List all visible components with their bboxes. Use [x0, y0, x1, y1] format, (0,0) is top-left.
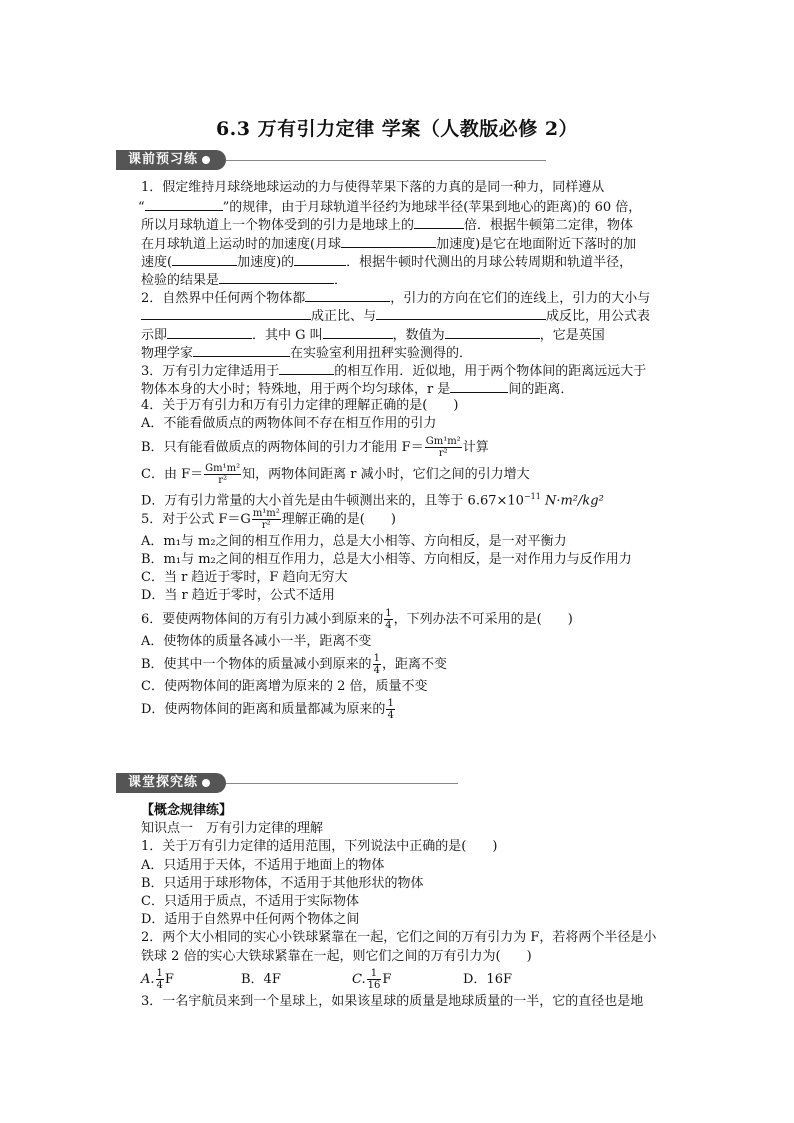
q6-option-d[interactable] — [141, 696, 681, 723]
q1-line — [141, 179, 681, 197]
bullet-dot-icon — [202, 779, 210, 787]
section-rule — [226, 783, 458, 784]
text: 在月球轨道上运动时的加速度(月球 — [141, 236, 342, 252]
q4-option-b[interactable] — [141, 434, 681, 461]
text: B．使其中一个物体的质量减小到原来的 — [141, 656, 372, 672]
q5-option-b[interactable]: B．m₁与 m₂之间的相互作用力，总是大小相等、方向相反，是一对作用力与反作用力 — [141, 552, 632, 567]
e1-stem: 1．关于万有引力定律的适用范围，下列说法中正确的是( ) — [141, 839, 498, 855]
text: ．根据牛顿时代测出的月球公转周期和轨道半径， — [346, 254, 633, 270]
numerator: Gm¹m² — [205, 462, 241, 474]
fill-blank[interactable] — [141, 306, 311, 320]
q3-line — [141, 361, 681, 379]
text: C. — [352, 971, 366, 987]
page-title: 6.3 万有引力定律 学案（人教版必修 2） — [215, 118, 579, 140]
q2-line — [141, 288, 681, 306]
text: 间的距离． — [508, 382, 574, 398]
fill-blank[interactable] — [193, 343, 290, 357]
text: A. — [141, 971, 155, 987]
text: C．由 F＝ — [141, 466, 204, 482]
e1-option-c[interactable]: C．只适用于质点，不适用于实际物体 — [141, 893, 359, 909]
q6-stem — [141, 606, 681, 633]
text: ，数值为 — [392, 327, 445, 343]
section-rule — [226, 160, 546, 161]
denominator: 4 — [156, 979, 163, 991]
text: 5．对于公式 F＝G — [141, 511, 251, 527]
text: ．其中 G 叫 — [252, 327, 323, 343]
q4-option-a[interactable]: A．不能看做质点的两物体间不存在相互作用的引力 — [141, 416, 437, 432]
fill-blank[interactable] — [341, 234, 436, 248]
fill-blank[interactable] — [445, 325, 540, 339]
section-badge — [116, 150, 226, 170]
numerator: Gm¹m² — [425, 435, 461, 447]
numerator: 1 — [387, 697, 394, 709]
text: ，它是英国 — [539, 327, 605, 343]
q1-line — [141, 234, 681, 252]
text: ． — [334, 272, 348, 288]
q3-line — [141, 379, 681, 397]
section-title: 课堂探究练 — [128, 775, 199, 790]
text: 速度( — [141, 254, 173, 270]
text: 知，两物体间距离 r 减小时，它们之间的引力增大 — [242, 466, 530, 482]
q1-line — [141, 215, 681, 233]
text: 成反比，用公式表 — [546, 309, 651, 325]
q5-option-c[interactable]: C．当 r 趋近于零时，F 趋向无穷大 — [141, 570, 348, 586]
q4-stem: 4．关于万有引力和万有引力定律的理解正确的是( ) — [141, 398, 459, 414]
section-badge — [116, 773, 226, 793]
e2-option-b[interactable]: B．4F — [241, 971, 281, 987]
numerator: 1 — [156, 967, 163, 979]
fill-blank[interactable] — [219, 270, 334, 284]
text: ，距离不变 — [381, 656, 447, 672]
e2-options — [141, 966, 681, 993]
text: 物理学家 — [141, 345, 194, 361]
denominator: 4 — [387, 709, 394, 721]
text: 3．万有引力定律适用于 — [141, 363, 280, 379]
text: ，引力的方向在它们的连线上，引力的大小与 — [390, 291, 651, 307]
exponent: −11 — [523, 491, 541, 501]
bullet-dot-icon — [202, 156, 210, 164]
fraction — [386, 698, 394, 721]
fill-blank[interactable] — [172, 252, 237, 266]
text: 理解正确的是( ) — [281, 511, 396, 527]
denominator: r² — [261, 519, 271, 531]
fill-blank[interactable] — [294, 252, 346, 266]
section-title: 课前预习练 — [128, 152, 199, 167]
q5-stem — [141, 506, 681, 533]
text: 加速度)的 — [237, 254, 295, 270]
e2-line: 2．两个大小相同的实心小铁球紧靠在一起，它们之间的万有引力为 F，若将两个半径是小 — [141, 930, 657, 946]
q6-option-c[interactable]: C．使两物体间的距离增为原来的 2 倍，质量不变 — [141, 678, 428, 694]
numerator: 1 — [373, 652, 380, 664]
text: “ — [138, 200, 145, 216]
text: D．使两物体间的距离和质量都减为原来的 — [141, 701, 386, 717]
text: 6．要使两物体间的万有引力减小到原来的 — [141, 611, 384, 627]
text: F — [382, 971, 392, 987]
knowledge-point: 知识点一 万有引力定律的理解 — [141, 821, 324, 837]
text: D．万有引力常量的大小首先是由牛顿测出来的，且等于 6.67×10 — [141, 492, 524, 508]
fraction — [384, 608, 392, 631]
q1-line — [141, 270, 681, 288]
explore-content — [141, 802, 681, 1011]
q4-option-d[interactable] — [141, 488, 681, 506]
fill-blank[interactable] — [323, 325, 393, 339]
fill-blank[interactable] — [305, 288, 390, 302]
numerator: 1 — [385, 607, 392, 619]
e2-option-c[interactable] — [352, 966, 391, 993]
fill-blank[interactable] — [279, 361, 334, 375]
fraction — [252, 508, 281, 531]
text: 在实验室利用扭秤实验测得的． — [290, 345, 473, 361]
text: F — [164, 971, 174, 987]
q2-line — [141, 343, 681, 361]
text: 倍．根据牛顿第二定律，物体 — [464, 218, 634, 234]
subsection-heading: 【概念规律练】 — [141, 803, 233, 818]
fraction — [156, 968, 164, 991]
e2-option-d[interactable]: D．16F — [463, 971, 512, 987]
text: 1．假定维持月球绕地球运动的力与使得苹果下落的力真的是同一种力，同样遵从 — [141, 180, 605, 195]
text: 2．自然界中任何两个物体都 — [141, 291, 306, 307]
fill-blank[interactable] — [376, 306, 546, 320]
text: 所以月球轨道上一个物体受到的引力是地球上的 — [141, 218, 415, 234]
fraction — [367, 968, 382, 991]
q6-option-a[interactable]: A．使物体的质量各减小一半，距离不变 — [141, 633, 372, 649]
text: ，下列办法不可采用的是( ) — [393, 611, 573, 627]
fill-blank[interactable] — [450, 379, 508, 393]
denominator: 4 — [385, 619, 392, 631]
fill-blank[interactable] — [145, 197, 223, 211]
fraction — [373, 653, 381, 676]
q6-option-b[interactable] — [141, 651, 681, 678]
e1-option-d[interactable]: D．适用于自然界中任何两个物体之间 — [141, 912, 360, 928]
q2-line — [141, 306, 681, 324]
text: 计算 — [462, 439, 489, 455]
denominator: 16 — [367, 979, 381, 991]
preview-content — [138, 179, 681, 723]
fill-blank[interactable] — [414, 215, 464, 229]
denominator: 4 — [373, 664, 380, 676]
q1-line — [141, 252, 681, 270]
text: 加速度)是它在地面附近下落时的加 — [436, 236, 637, 252]
text: 成正比、与 — [311, 309, 377, 325]
q5-option-a[interactable]: A．m₁与 m₂之间的相互作用力，总是大小相等、方向相反，是一对平衡力 — [141, 533, 567, 549]
e2-line: 铁球 2 倍的实心大铁球紧靠在一起，则它们之间的万有引力为( ) — [141, 948, 532, 964]
text: ”的规律，由于月球轨道半径约为地球半径(苹果到地心的距离)的 60 倍， — [222, 200, 642, 216]
e2-option-a[interactable] — [141, 966, 174, 993]
numerator: m¹m² — [252, 507, 280, 519]
q2-line — [141, 325, 681, 343]
fraction — [425, 436, 462, 459]
numerator: 1 — [367, 968, 382, 980]
q5-option-d[interactable]: D．当 r 趋近于零时，公式不适用 — [141, 588, 335, 604]
text: 的相互作用．近似地，用于两个物体间的距离远远大于 — [334, 363, 647, 379]
text: B．只有能看做质点的两物体间的引力才能用 F＝ — [141, 439, 424, 455]
fill-blank[interactable] — [167, 325, 252, 339]
fraction — [204, 463, 241, 486]
q4-option-c[interactable] — [141, 461, 681, 488]
text: 检验的结果是 — [141, 272, 220, 288]
e3-line: 3．一名宇航员来到一个星球上，如果该星球的质量是地球质量的一半，它的直径也是地 — [141, 993, 644, 1009]
e1-option-a[interactable]: A．只适用于天体，不适用于地面上的物体 — [141, 857, 385, 873]
e1-option-b[interactable]: B．只适用于球形物体，不适用于其他形状的物体 — [141, 875, 424, 891]
denominator: r² — [438, 447, 448, 459]
text: 物体本身的大小时；特殊地，用于两个均匀球体，r 是 — [141, 382, 451, 398]
denominator: r² — [218, 474, 227, 486]
unit: N·m²/kg² — [540, 492, 604, 508]
text: 示即 — [141, 327, 168, 343]
q1-line — [138, 197, 681, 215]
